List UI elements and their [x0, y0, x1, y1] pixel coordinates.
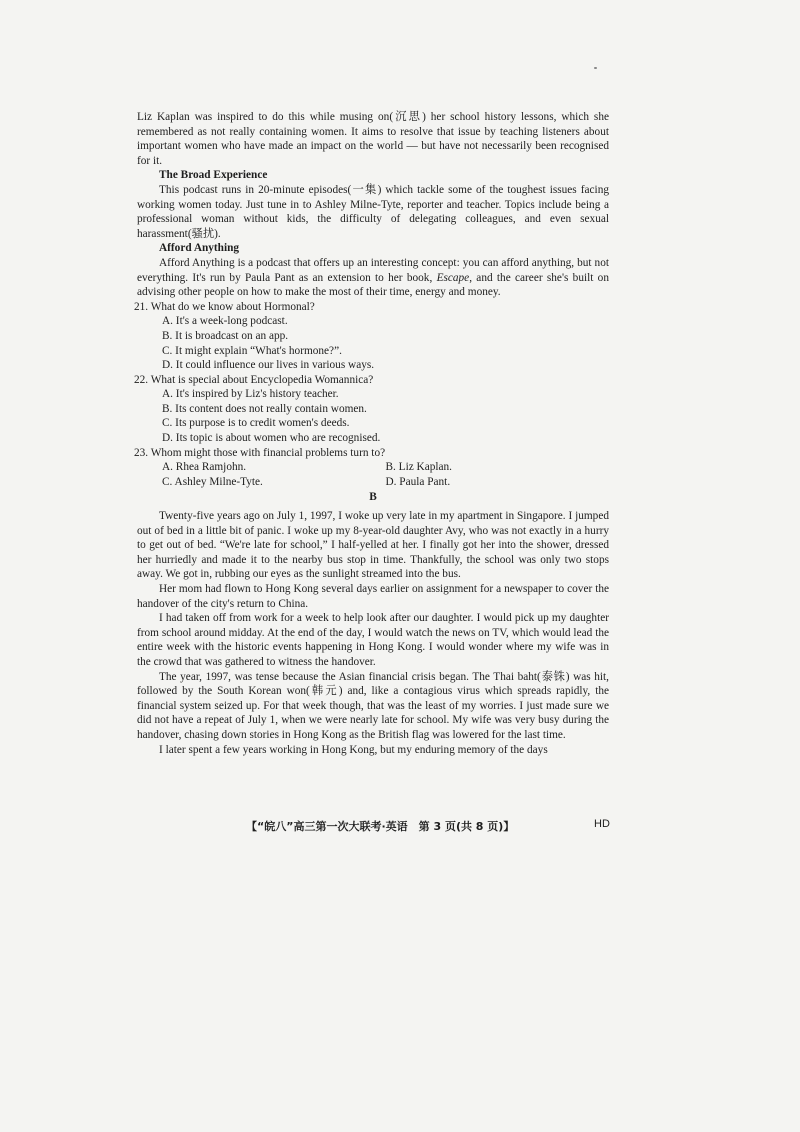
option-c: C. It might explain “What's hormone?”. — [162, 344, 342, 357]
afford-anything-text-before: Afford Anything is a podcast that offers up an interesting concept: you can afford anything, but not everything. It's run by Paula Pant as an extension to her book, — [137, 256, 609, 284]
option-row — [162, 460, 609, 475]
question-23 — [134, 446, 609, 490]
passage-b-paragraph: The year, 1997, was tense because the Asian financial crisis began. The Thai baht(泰铢) was hit, followed by the South Korean won(韩元) and, like a contagious virus which spreads rapidly, the financial system seized up. For that week though, that was the least of my worries. I just made sure we did not have a repeat of July 1, when we were nearly late for school. My wife was very busy during the handover, chasing down stories in Hong Kong as the British flag was lowered for the last time. — [137, 670, 609, 741]
passage-b-paragraph: Twenty-five years ago on July 1, 1997, I woke up very late in my apartment in Singapore. I jumped out of bed in a little bit of panic. I woke up my 8-year-old daughter Avy, who was not exactly in a hurry to get out of bed. “We're late for school,” I half-yelled at her. I finally got her into the shower, dressed her hurriedly and made it to the nearby bus stop in time. Thankfully, the school was only two stops away. We got in, rubbing our eyes as the sunlight streamed into the bus. — [137, 510, 609, 581]
broad-experience-text: This podcast runs in 20-minute episodes(一集) which tackle some of the toughest issues facing working women today. Just tune in to Ashley Milne-Tyte, reporter and teacher. Topics include being a professional woman without kids, the difficulty of delegating colleagues, and even sexual harassment(骚扰). — [137, 183, 609, 240]
page-content — [134, 110, 609, 757]
option-b: B. It is broadcast on an app. — [162, 329, 289, 342]
option-b: B. Liz Kaplan. — [385, 461, 453, 474]
section-b-label: B — [369, 491, 377, 504]
book-title: Escape — [436, 271, 470, 284]
option-d: D. Paula Pant. — [385, 475, 451, 488]
option-a: A. It's inspired by Liz's history teacher. — [162, 388, 339, 401]
scan-speck — [594, 67, 597, 69]
passage-b-paragraph: I later spent a few years working in Hong Kong, but my enduring memory of the days — [159, 743, 548, 756]
question-stem: 21. What do we know about Hormonal? — [134, 300, 315, 313]
option-c: C. Its purpose is to credit women's deeds. — [162, 417, 350, 430]
question-22 — [134, 373, 609, 446]
page-footer: 【“皖八”高三第一次大联考·英语 第 3 页(共 8 页)】 — [246, 820, 515, 833]
passage-b-paragraph: I had taken off from work for a week to help look after our daughter. I would pick up my daughter from school around midday. At the end of the day, I would watch the news on TV, which would lead the entire week with the historic events happening in Hong Kong. I would wonder where my wife was in the crowd that was gathered to witness the handover. — [137, 612, 609, 668]
question-stem: 22. What is special about Encyclopedia Womannica? — [134, 373, 374, 386]
option-a: A. It's a week-long podcast. — [162, 315, 288, 328]
afford-anything-heading: Afford Anything — [159, 242, 240, 255]
option-b: B. Its content does not really contain women. — [162, 402, 367, 415]
question-21 — [134, 300, 609, 373]
question-stem: 23. Whom might those with financial problems turn to? — [134, 446, 386, 459]
option-c: C. Ashley Milne-Tyte. — [162, 475, 263, 488]
afford-anything-text-after: , and the career she's built on advising other people on how to make the most of their time, energy and money. — [137, 271, 609, 299]
intro-paragraph: Liz Kaplan was inspired to do this while musing on(沉思) her school history lessons, which she remembered as not really containing women. It aims to resolve that issue by teaching listeners about important women who have made an impact on the world — but have not necessarily been recognised for it. — [137, 111, 609, 167]
option-d: D. It could influence our lives in various ways. — [162, 359, 375, 372]
option-row — [162, 475, 609, 490]
option-d: D. Its topic is about women who are recognised. — [162, 432, 381, 445]
passage-b-paragraph: Her mom had flown to Hong Kong several days earlier on assignment for a newspaper to cover the handover of the city's return to China. — [137, 583, 609, 610]
option-a: A. Rhea Ramjohn. — [162, 461, 247, 474]
footer-code: HD — [594, 818, 610, 830]
broad-experience-heading: The Broad Experience — [159, 169, 268, 182]
afford-anything-text — [137, 256, 609, 300]
